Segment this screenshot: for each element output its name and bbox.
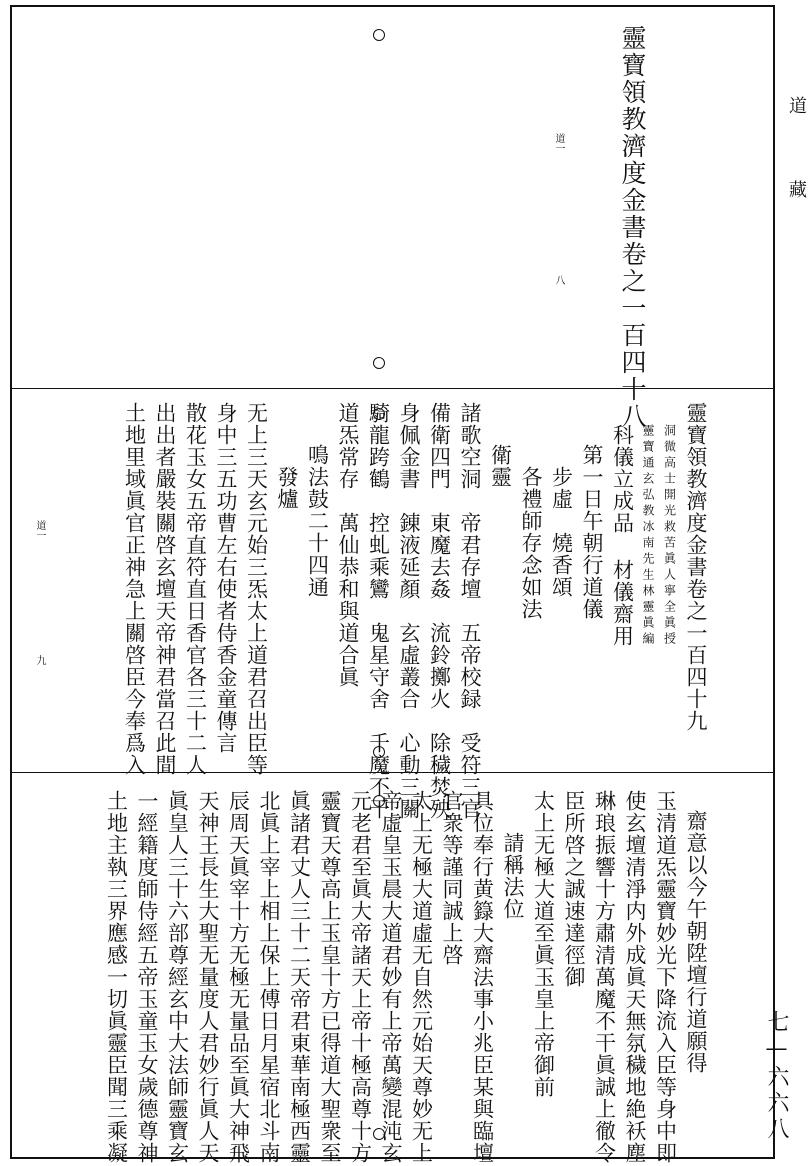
text-column: 无上三天玄元始三炁太上道君召出臣等	[244, 402, 269, 776]
text-column: 散花玉女五帝直符直日香官各三十二人	[183, 402, 208, 776]
fold-mark-top: 道一	[34, 520, 45, 540]
text-column: 北眞上宰上相上保上傅日月星宿北斗南	[257, 790, 281, 1164]
section3-text	[104, 790, 708, 1164]
text-column: 太上无極大道至眞玉皇上帝御前	[531, 790, 556, 1098]
margin-label-zang: 藏	[786, 180, 807, 198]
text-column: 靈寶領教濟度金書卷之一百四十九	[684, 402, 708, 732]
text-column: 一經籍度師侍經五帝玉童玉女歲德尊神	[135, 790, 159, 1164]
text-column: 眞諸君丈人三十二天帝君東華南極西靈	[287, 790, 312, 1164]
text-column: 身佩金書 錬液延顏 玄虛叢合 心動三關	[397, 402, 421, 820]
text-column: 使玄壇清淨内外成眞天無氛穢地絶袄塵	[623, 790, 647, 1164]
text-column: 步虛 燒香頌	[549, 466, 574, 598]
text-column: 備衛四門 東魔去姦 流鈴擲火 除穢焚殃	[427, 402, 452, 820]
text-column: 辰周天眞宰十方无極无量品至眞大神飛	[226, 790, 251, 1164]
text-column: 各禮師存念如法	[519, 466, 543, 620]
binding-hole-circle	[373, 357, 385, 369]
text-column: 洞微高士開光救苦眞人寧全眞授	[662, 424, 677, 648]
text-column: 天神王長生大聖无量度人君妙行眞人天	[196, 790, 220, 1164]
text-column: 琳琅振響十方肅清萬魔不干眞誠上徹令	[592, 790, 617, 1164]
text-column: 官衆等謹同誠上啓	[440, 790, 464, 966]
text-column: 具位奉行黄籙大齋法事小兆臣某與臨壇	[470, 790, 495, 1164]
text-column: 騎龍跨鶴 控虬乘鸞 鬼星守舍 千魔不干	[366, 402, 391, 820]
binding-hole-circle	[373, 29, 385, 41]
text-column: 衛靈	[488, 444, 513, 488]
text-column: 道炁常存 萬仙恭和與道合眞	[336, 402, 360, 688]
text-column: 身中三五功曹左右使者侍香金童傳言	[214, 402, 238, 754]
text-column: 靈寶通玄弘教冰南先生林靈眞編	[641, 424, 655, 648]
text-column: 第一日午朝行道儀	[580, 444, 604, 620]
text-column: 眞皇人三十六部尊經玄中大法師靈寶玄	[165, 790, 190, 1164]
divider-top	[10, 388, 775, 389]
text-column: 諸歌空洞 帝君存壇 五帝校録 受符三官	[458, 402, 482, 820]
text-column: 發爐	[275, 466, 299, 510]
text-column: 土地主執三界應感一切眞靈臣聞三乘凝	[104, 790, 129, 1164]
text-column: 土地里域眞官正神急上關啓臣今奉爲入	[122, 402, 147, 776]
text-column: 出出者嚴裝關啓玄壇天帝神君當召此間	[153, 402, 177, 776]
page-number: 七—六六八	[764, 1010, 789, 1143]
text-column: 齋意以今午朝陞壇行道願得	[684, 810, 708, 1074]
section1-text	[618, 25, 647, 430]
text-column: 臣所啓之誠速達徑御	[562, 790, 586, 988]
fold-mark-bottom: 八	[553, 275, 564, 285]
text-column: 帝虛皇玉晨大道君妙有上帝萬變混沌玄	[379, 790, 403, 1164]
margin-label-dao: 道	[786, 96, 807, 114]
text-column: 太上无極大道虛无自然元始天尊妙无上	[409, 790, 434, 1164]
fold-mark-bottom: 九	[34, 655, 45, 665]
text-column: 科儀立成品 材儀齋用	[610, 424, 635, 647]
text-column: 靈寶天尊高上玉皇十方已得道大聖衆至	[318, 790, 342, 1164]
text-column: 鳴法鼓二十四通	[305, 444, 330, 598]
fold-mark-top: 道一	[553, 133, 564, 153]
text-column: 請稱法位	[501, 832, 525, 920]
volume-title: 靈寶領教濟度金書卷之一百四十八	[618, 25, 647, 430]
section2-text	[122, 402, 708, 820]
text-column: 玉清道炁靈寶妙光下降流入臣等身中即	[653, 790, 678, 1164]
text-column: 元老君至眞大帝諸天上帝十極高尊十方	[348, 790, 373, 1164]
